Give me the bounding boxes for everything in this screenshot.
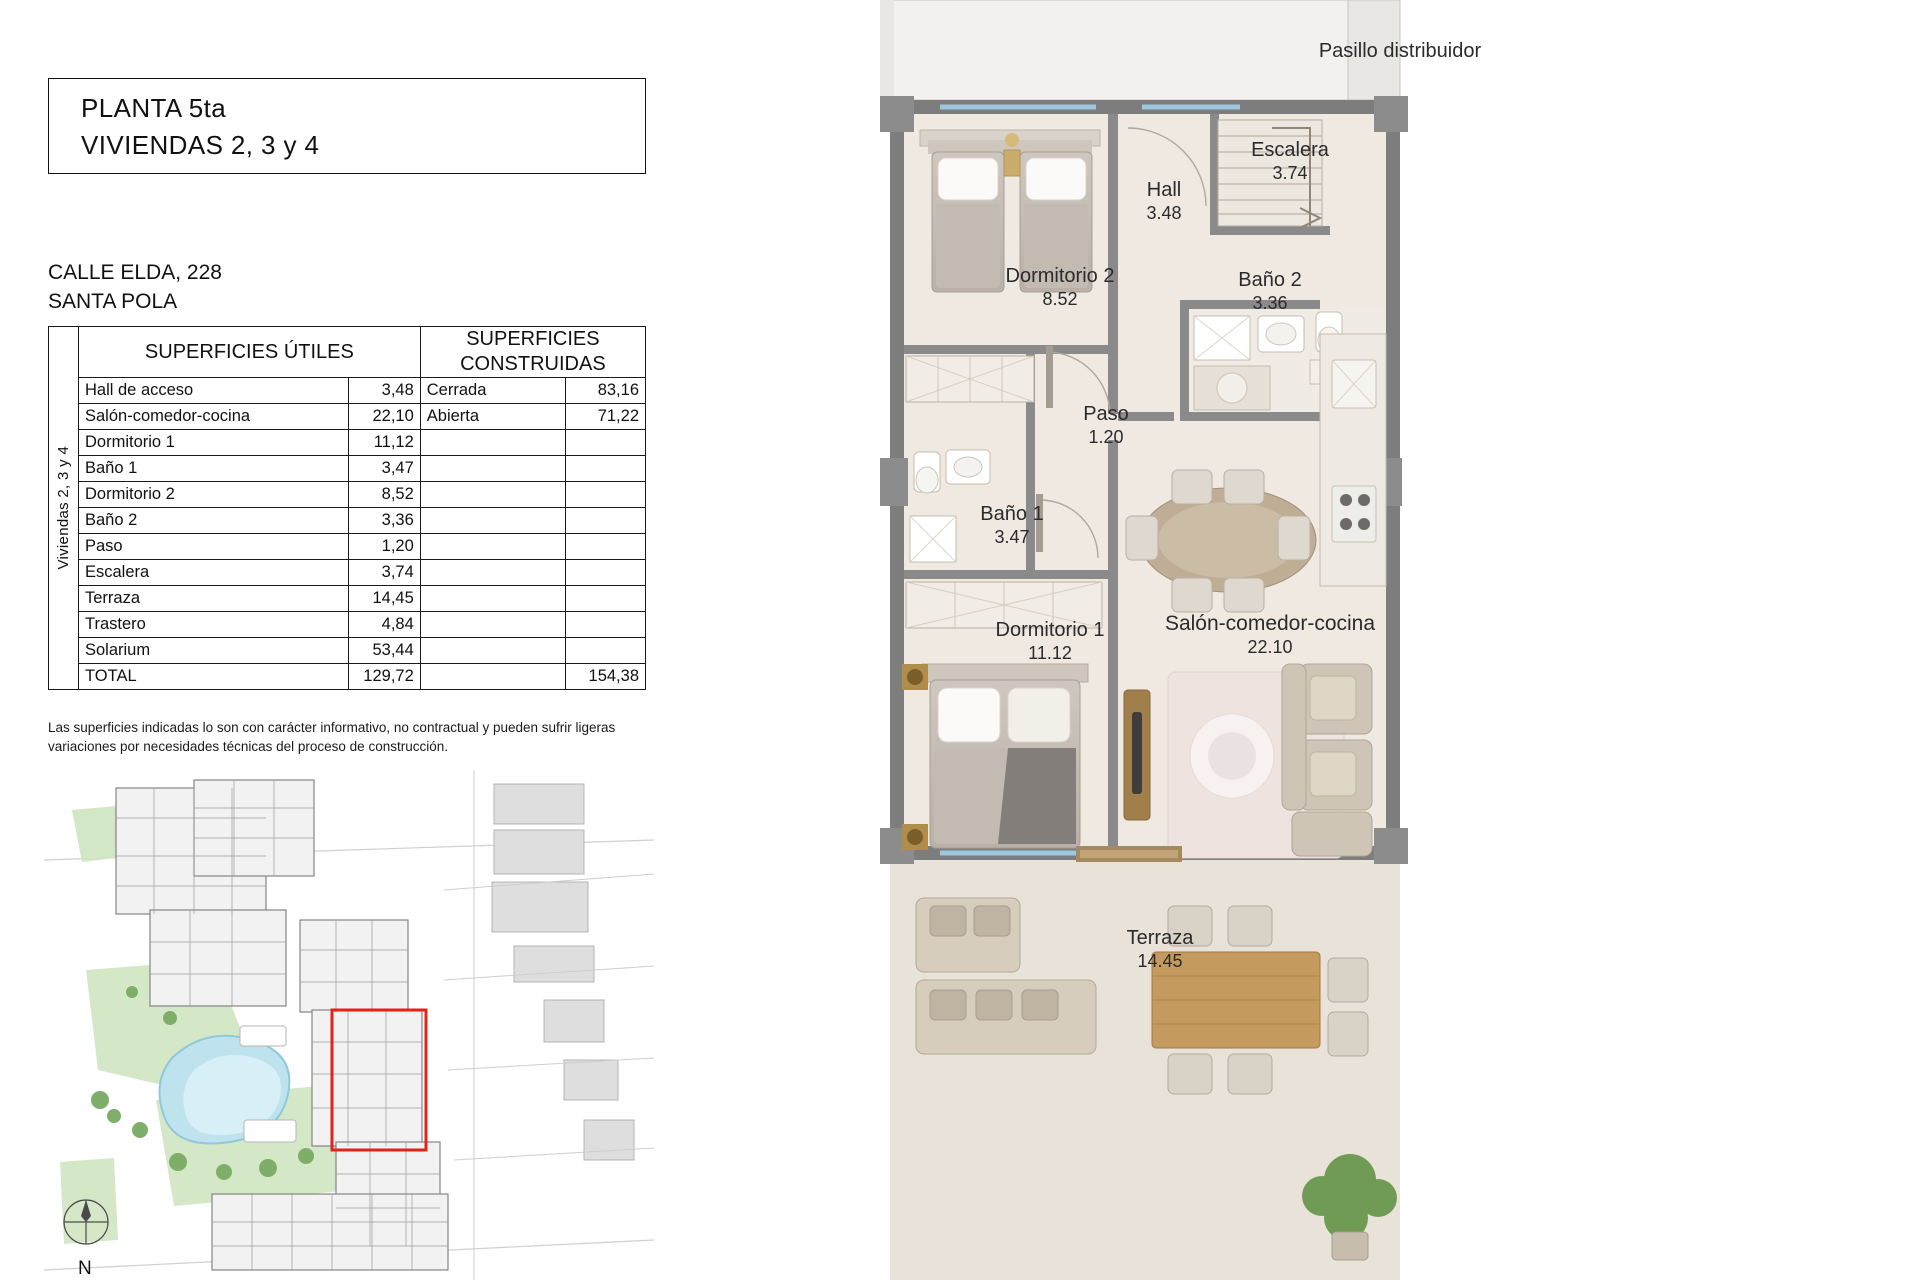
plan-label-bano-1: Baño 1 3.47 (980, 503, 1044, 547)
table-row (49, 456, 646, 482)
room-area: 53,44 (348, 638, 420, 664)
built-area (566, 638, 646, 664)
table-row (49, 560, 646, 586)
built-type (420, 612, 565, 638)
table-side-label: Viviendas 2, 3 y 4 (49, 327, 79, 690)
room-area: 14,45 (348, 586, 420, 612)
plan-floor-title: PLANTA 5ta (81, 93, 227, 123)
built-area (566, 430, 646, 456)
site-plan (44, 770, 654, 1280)
plan-label-paso: Paso 1.20 (1083, 403, 1129, 447)
built-area (566, 482, 646, 508)
plan-label-salon: Salón-comedor-cocina 22.10 (1164, 612, 1376, 657)
built-area (566, 508, 646, 534)
table-row (49, 534, 646, 560)
built-area (566, 534, 646, 560)
room-name: Paso (79, 534, 349, 560)
table-row (49, 482, 646, 508)
plan-label-hall: Hall 3.48 (1146, 179, 1182, 223)
address-block (48, 258, 448, 316)
plan-label-terraza: Terraza 14.45 (1126, 927, 1194, 971)
plan-label-dormitorio-2: Dormitorio 2 8.52 (1005, 265, 1115, 309)
table-header-construidas: SUPERFICIES CONSTRUIDAS (420, 327, 645, 378)
total-spacer (420, 664, 565, 690)
room-name: Solarium (79, 638, 349, 664)
room-name: Terraza (79, 586, 349, 612)
plan-label-dormitorio-1: Dormitorio 1 11.12 (995, 619, 1105, 663)
table-row (49, 430, 646, 456)
room-area: 3,47 (348, 456, 420, 482)
plan-units-title: VIVIENDAS 2, 3 y 4 (81, 130, 320, 160)
room-name: Salón-comedor-cocina (79, 404, 349, 430)
room-name: Hall de acceso (79, 378, 349, 404)
floor-plan-drawing (880, 0, 1920, 1280)
built-type (420, 430, 565, 456)
built-area: 83,16 (566, 378, 646, 404)
title-box (48, 78, 646, 174)
built-area (566, 560, 646, 586)
table-row (49, 378, 646, 404)
total-useful: 129,72 (348, 664, 420, 690)
built-area (566, 456, 646, 482)
table-row (49, 508, 646, 534)
built-type (420, 534, 565, 560)
room-area: 3,74 (348, 560, 420, 586)
room-area: 22,10 (348, 404, 420, 430)
plan-label-bano-2: Baño 2 3.36 (1238, 269, 1302, 313)
built-type (420, 508, 565, 534)
built-type (420, 456, 565, 482)
address-street: CALLE ELDA, 228 (48, 261, 222, 284)
plan-label-escalera: Escalera 3.74 (1251, 139, 1329, 183)
room-name: Escalera (79, 560, 349, 586)
info-panel (0, 0, 660, 1280)
table-total-row (49, 664, 646, 690)
table-row (49, 638, 646, 664)
room-name: Dormitorio 2 (79, 482, 349, 508)
plan-label-corridor: Pasillo distribuidor (1318, 40, 1482, 62)
built-type (420, 560, 565, 586)
floor-plan (880, 0, 1920, 1280)
built-area (566, 612, 646, 638)
room-area: 3,48 (348, 378, 420, 404)
room-area: 11,12 (348, 430, 420, 456)
bedroom-1-furniture (902, 582, 1102, 850)
table-row (49, 612, 646, 638)
room-name: Baño 2 (79, 508, 349, 534)
room-name: Dormitorio 1 (79, 430, 349, 456)
built-type: Cerrada (420, 378, 565, 404)
room-area: 8,52 (348, 482, 420, 508)
address-city: SANTA POLA (48, 290, 178, 313)
surfaces-table (48, 326, 646, 690)
built-type (420, 586, 565, 612)
built-type (420, 638, 565, 664)
table-row (49, 586, 646, 612)
table-header-utiles: SUPERFICIES ÚTILES (79, 327, 421, 378)
built-area (566, 586, 646, 612)
compass-label: N (78, 1258, 92, 1279)
room-name: Baño 1 (79, 456, 349, 482)
room-name: Trastero (79, 612, 349, 638)
table-row (49, 404, 646, 430)
built-type (420, 482, 565, 508)
compass-icon (64, 1200, 108, 1244)
room-area: 1,20 (348, 534, 420, 560)
room-area: 3,36 (348, 508, 420, 534)
built-type: Abierta (420, 404, 565, 430)
total-built: 154,38 (566, 664, 646, 690)
total-label: TOTAL (79, 664, 349, 690)
disclaimer-text: Las superficies indicadas lo son con carácter informativo, no contractual y pueden sufrir ligeras variaciones por necesidades técnicas del proceso de construcción. (48, 720, 616, 754)
built-area: 71,22 (566, 404, 646, 430)
room-area: 4,84 (348, 612, 420, 638)
table-header-row (49, 327, 646, 378)
